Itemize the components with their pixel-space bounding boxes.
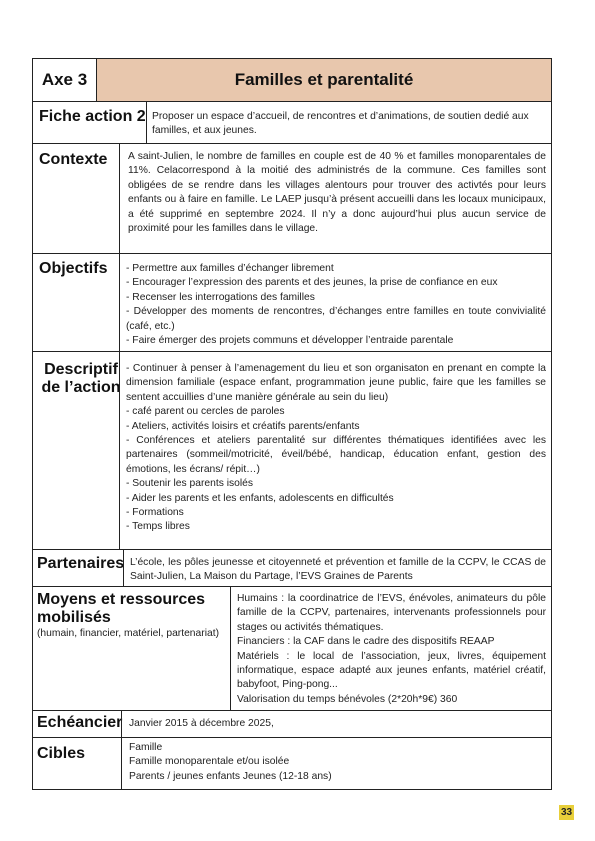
divider xyxy=(33,549,551,550)
section-title: Familles et parentalité xyxy=(96,59,551,101)
list-item: - Faire émerger des projets communs et développer l’entraide parentale xyxy=(126,335,454,347)
fiche-text: Proposer un espace d’accueil, de rencontres et d’animations, de soutien dedié aux familles, et aux jeunes. xyxy=(152,111,529,137)
divider xyxy=(119,143,120,351)
divider xyxy=(33,586,551,587)
objectifs-label: Objectifs xyxy=(39,260,108,277)
axe-label: Axe 3 xyxy=(41,70,88,89)
list-item: Matériels : le local de l’association, jeux, livres, équipement informatique, espace adapté aux jeunes enfants, matériel créatif, babyfoot, Ping-pong... xyxy=(237,650,546,691)
divider xyxy=(146,101,147,143)
divider xyxy=(121,710,122,737)
descriptif-list xyxy=(126,362,546,535)
list-item: - Formations xyxy=(126,507,184,519)
divider xyxy=(33,710,551,711)
echeancier-label: Echéancier xyxy=(37,714,123,731)
partenaires-text: L’école, les pôles jeunesse et citoyenneté et prévention et famille de la CCPV, le CCAS de Saint-Julien, La Maison du Partage, l’EVS Graines de Parents xyxy=(130,557,546,583)
descriptif-label: Descriptif de l’action xyxy=(41,361,121,396)
divider xyxy=(33,737,551,738)
partenaires-label: Partenaires xyxy=(37,555,125,572)
list-item: - Temps libres xyxy=(126,521,190,533)
list-item: Humains : la coordinatrice de l’EVS, énévoles, animateurs du pôle famille de la CCPV, partenaires, intervenants professionnels pour stages ou activités thématiques. xyxy=(237,593,546,633)
echeancier-text: Janvier 2015 à décembre 2025, xyxy=(129,718,274,729)
cibles-label: Cibles xyxy=(37,745,86,762)
objectifs-list xyxy=(126,262,546,348)
list-item: - Encourager l’expression des parents et des jeunes, la prise de confiance en eux xyxy=(126,277,498,289)
divider xyxy=(230,586,231,710)
list-item: - Conférences et ateliers parentalité sur différentes thématiques identifiées avec les partenaires (sommeil/motricité, éveil/bébé, handicap, éducation enfant, gestion des émotions, les écrans/ répit…) xyxy=(126,435,546,475)
list-item: Famille xyxy=(129,742,163,753)
divider xyxy=(123,549,124,586)
divider xyxy=(33,143,551,144)
moyens-list xyxy=(237,592,546,707)
fiche-label: Fiche action 2 xyxy=(39,108,146,125)
list-item: - Ateliers, activités loisirs et créatifs parents/enfants xyxy=(126,420,360,432)
list-item: - Permettre aux familles d’échanger librement xyxy=(126,263,334,274)
list-item: - Recenser les interrogations des familles xyxy=(126,291,315,303)
list-item: - Soutenir les parents isolés xyxy=(126,478,254,490)
list-item: - café parent ou cercles de paroles xyxy=(126,406,285,418)
divider xyxy=(119,351,120,549)
contexte-label: Contexte xyxy=(39,151,108,168)
moyens-label: Moyens et ressources mobilisés xyxy=(37,591,206,626)
list-item: Financiers : la CAF dans le cadre des dispositifs REAAP xyxy=(237,636,495,648)
list-item: Valorisation du temps bénévoles (2*20h*9€) 360 xyxy=(237,693,458,705)
divider xyxy=(33,253,551,254)
list-item: - Développer des moments de rencontres, d’échanges entre familles en toute convivialité (café, etc.) xyxy=(126,306,546,332)
contexte-text: A saint-Julien, le nombre de familles en couple est de 40 % et familles monoparentales de 11%. Celacorrespond à la moitié des administrés de la commune. Ces familles sont obligées de se rendre dans les villages alentours pour trouver des activtés pour leurs enfants ou à faire en famille. Le LAEP jusqu’à présent accueilli dans les locaux municipaux, a été supprimé en septembre 2024. Il n’y a donc aujourd’hui plus aucun service de proximité pour les familles dans le village. xyxy=(128,151,546,235)
cibles-list xyxy=(129,741,529,784)
list-item: Parents / jeunes enfants Jeunes (12-18 ans) xyxy=(129,770,332,782)
list-item: - Continuer à penser à l’amenagement du lieu et son organisaton en prenant en compte la dimension familiale (espace enfant, programmation jeune public, faire que les familles se sentent accuillies d’une manière générale au sein du lieu) xyxy=(126,363,546,403)
divider xyxy=(33,101,551,102)
action-sheet-table xyxy=(32,58,552,790)
list-item: Famille monoparentale et/ou isolée xyxy=(129,756,290,768)
list-item: - Aider les parents et les enfants, adolescents en difficultés xyxy=(126,492,394,504)
divider xyxy=(33,351,551,352)
moyens-sublabel: (humain, financier, matériel, partenariat) xyxy=(37,628,219,639)
page-number-badge: 33 xyxy=(560,807,573,818)
divider xyxy=(121,737,122,790)
